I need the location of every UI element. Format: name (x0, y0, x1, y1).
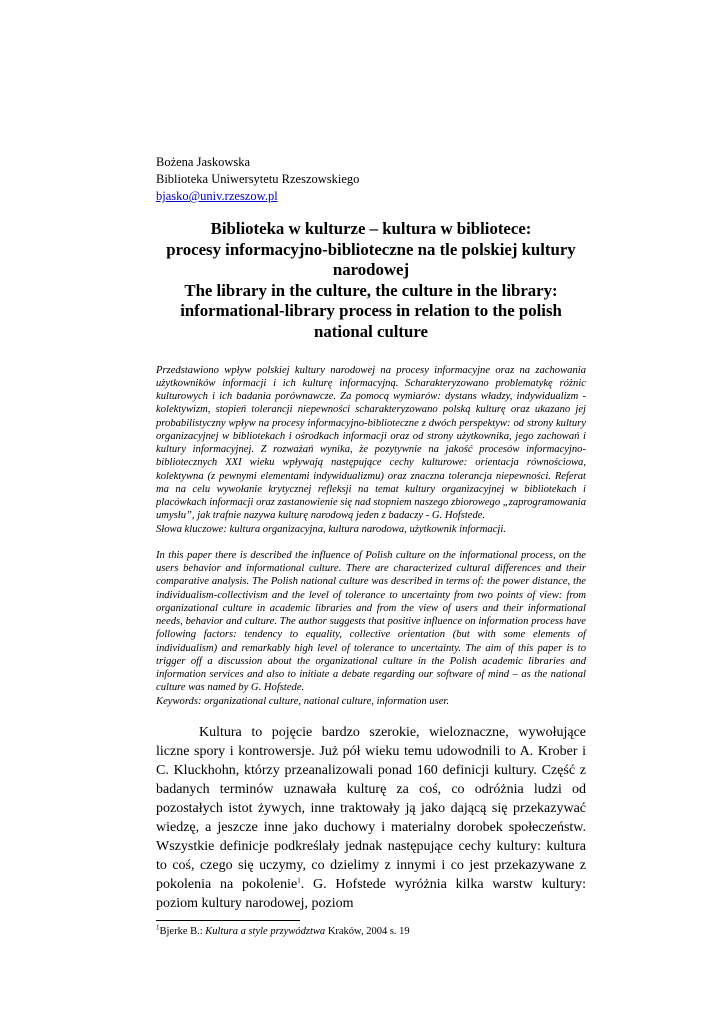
abstract-pl-text: Przedstawiono wpływ polskiej kultury narodowej na procesy informacyjne oraz na zachowania użytkowników informacji i ich kulturę informacyjną. Scharakteryzowano problematykę różnic kulturowych i ich badania porównawcze. Za pomocą wymiarów: dystans władzy, indywidualizm - kolektywizm, stopień tolerancji niepewności scharakteryzowano polską kulturę oraz ukazano jej probabilistyczny wpływ na procesy informacyjno-biblioteczne z dwóch perspektyw: od strony kultury organizacyjnej w bibliotekach i ośrodkach informacji oraz od strony użytkownika, jego zachowań i kultury informacyjnej. Z rozważań wynika, że pozytywnie na jakość procesów informacyjno-bibliotecznych XXI wieku wpływają następujące cechy kulturowe: orientacja równościowa, kolektywna (z pewnymi elementami indywidualizmu) oraz znaczna tolerancja niepewności. Referat ma na celu wywołanie krytycznej refleksji na temat kultury organizacyjnej w bibliotekach i placówkach informacji oraz zastanowienie się nad stopniem naszego zbiorowego „zaprogramowania umysłu”, jak trafnie nazywa kulturę narodową jeden z badaczy - G. Hofstede. (156, 364, 586, 522)
body-part2: . G. Hofstede wyróżnia kilka warstw kultury: poziom kultury narodowej, poziom (156, 876, 586, 911)
footnote-reference[interactable]: 1 (297, 876, 301, 885)
author-affiliation: Biblioteka Uniwersytetu Rzeszowskiego (156, 172, 360, 186)
footnote-work: Kultura a style przywództwa (205, 925, 326, 937)
abstract-en-keywords: Keywords: organizational culture, national culture, information user. (156, 695, 449, 707)
footnote-number: 1 (156, 923, 160, 932)
body-paragraph (156, 723, 586, 913)
abstract-pl-keywords: Słowa kluczowe: kultura organizacyjna, kultura narodowa, użytkownik informacji. (156, 523, 506, 535)
title-pl-line2: procesy informacyjno-biblioteczne na tle polskiej kultury narodowej (166, 239, 576, 280)
title-en-line1: The library in the culture, the culture in the library: (184, 280, 558, 300)
footnote (156, 925, 586, 939)
abstract-en-text: In this paper there is described the influence of Polish culture on the informational process, on the users behavior and informational culture. There are characterized cultural differences and their comparative analysis. The Polish national culture was described in terms of: the power distance, the individualism-collectivism and the level of tolerance to uncertainty from two points of view: from organizational culture in academic libraries and from the view of users and their informational needs, behavior and culture. The author suggests that positive influence on information process have following factors: tendency to equality, collective orientation (but with some elements of individualism) and remarkably high level of tolerance to uncertainty. The aim of this paper is to trigger off a discussion about the organizational culture in the Polish academic libraries and information services and also to initiate a debate regarding our software of mind – as the national culture was named by G. Hofstede. (156, 549, 586, 694)
title-en-line2: informational-library process in relation to the polish national culture (180, 301, 562, 341)
paper-page (156, 154, 586, 939)
footnote-author: Bjerke B.: (159, 925, 206, 937)
title-pl-line1: Biblioteka w kulturze – kultura w bibliotece: (210, 219, 532, 238)
body-part1: Kultura to pojęcie bardzo szerokie, wieloznaczne, wywołujące liczne spory i kontrowersje. Już pół wieku temu udowodnili to A. Krober i C. Kluckhohn, którzy przeanalizowali ponad 160 definicji kultury. Część z badanych terminów uznawała kulturę za coś, co odróżnia ludzi od pozostałych istot żywych, inne traktowały ją jako dającą się przekazywać wiedzę, a jeszcze inne jako duchowy i materialny dorobek społeczeństw. Wszystkie definicje podkreślały jednak następujące cechy kultury: kultura to coś, czego się uczymy, co dzielimy z innymi i co jest przekazywane z pokolenia na pokolenie (156, 724, 586, 892)
author-name: Bożena Jaskowska (156, 155, 251, 169)
paper-title (156, 219, 586, 343)
abstract-section (156, 364, 586, 708)
author-block (156, 154, 586, 205)
author-email-link[interactable]: bjasko@univ.rzeszow.pl (156, 189, 278, 203)
footnote-rest: Kraków, 2004 s. 19 (325, 925, 410, 937)
footnote-divider (156, 920, 300, 921)
body-text (156, 723, 586, 913)
